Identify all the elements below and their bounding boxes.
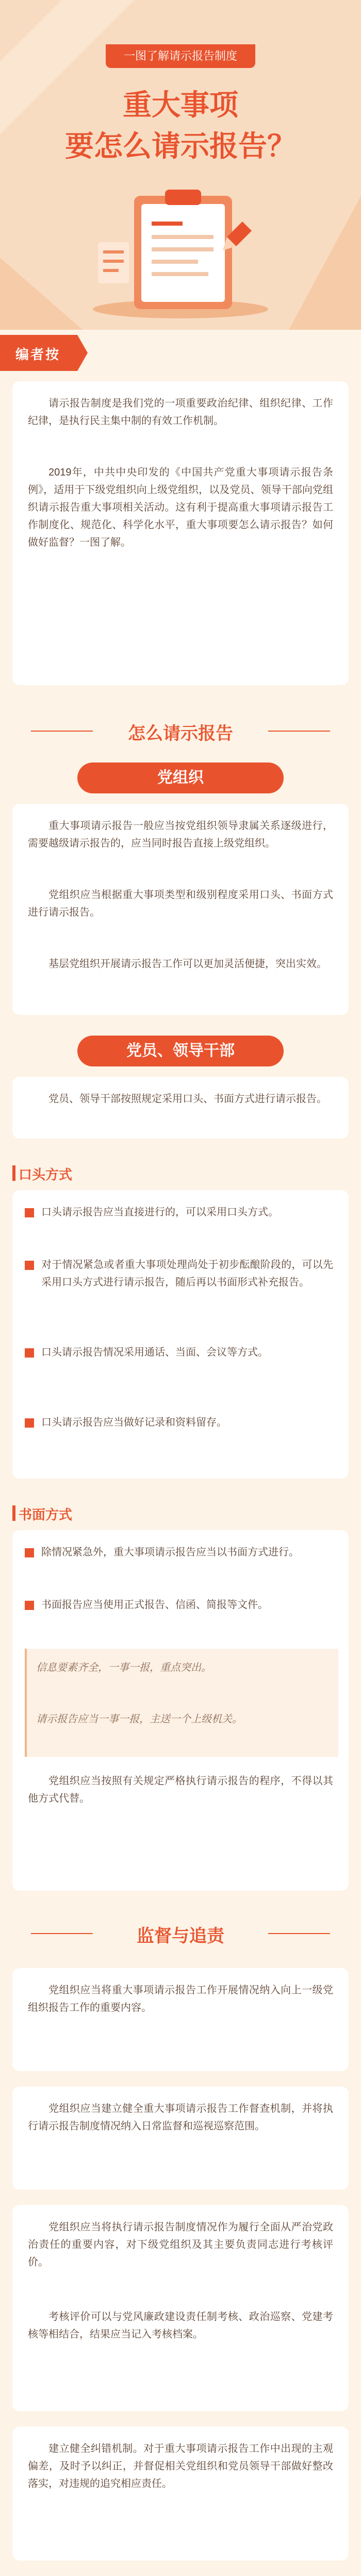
party-org-paragraph-2: 党组织应当根据重大事项类型和级别程度采用口头、书面方式进行请示报告。 <box>28 889 333 918</box>
section2-title: 监督与追责 <box>137 1926 224 1946</box>
oral-paragraph-1: 口头请示报告应当直接进行的，可以采用口头方式。 <box>41 1207 278 1218</box>
cadre-paragraph-1: 党员、领导干部按照规定采用口头、书面方式进行请示报告。 <box>48 1093 327 1105</box>
oral-title: 口头方式 <box>19 1167 73 1182</box>
bullet-square-icon <box>25 1348 34 1358</box>
hero-title-line1: 重大事项 <box>123 89 238 121</box>
supervision-paragraph-4: 考核评价可以与党风廉政建设责任制考核、政治巡察、党建考核等相结合，结果应当记入考核档案。 <box>28 2311 333 2340</box>
oral-paragraph-4: 口头请示报告应当做好记录和资料留存。 <box>41 1417 227 1428</box>
editor-ribbon-label: 编者按 <box>15 347 61 362</box>
bullet-square-icon <box>25 1418 34 1428</box>
bullet-square-icon <box>25 1548 34 1557</box>
written-title-bar <box>12 1505 15 1521</box>
hero-title-line2: 要怎么请示报告？ <box>65 130 296 162</box>
written-paragraph-3: 党组织应当按照有关规定严格执行请示报告的程序，不得以其他方式代替。 <box>28 1775 333 1804</box>
party-org-pill: 党组织 <box>77 762 284 793</box>
party-org-paragraph-3: 基层党组织开展请示报告工作可以更加灵活便捷，突出实效。 <box>48 958 327 970</box>
party-org-paragraph-1: 重大事项请示报告一般应当按党组织领导隶属关系逐级进行，需要越级请示报告的，应当同时报告直接上级党组织。 <box>28 820 333 849</box>
cadre-pill: 党员、领导干部 <box>77 1036 284 1066</box>
oral-title-bar <box>12 1165 15 1181</box>
supervision-paragraph-2: 党组织应当建立健全重大事项请示报告工作督查机制，并将执行请示报告制度情况纳入日常监督和巡视巡察范围。 <box>28 2103 333 2132</box>
bullet-square-icon <box>25 1208 34 1217</box>
written-title: 书面方式 <box>19 1507 73 1522</box>
document-clipboard-icon <box>88 175 273 319</box>
supervision-paragraph-5: 建立健全纠错机制。对于重大事项请示报告工作中出现的主观偏差，及时予以纠正，并督促相关党组织和党员领导干部做好整改落实，对违规的追究相应责任。 <box>28 2443 333 2489</box>
written-paragraph-2: 书面报告应当使用正式报告、信函、简报等文件。 <box>41 1599 268 1611</box>
written-quote-2: 请示报告应当一事一报，主送一个上级机关。 <box>36 1714 242 1725</box>
written-paragraph-1: 除情况紧急外，重大事项请示报告应当以书面方式进行。 <box>41 1547 299 1558</box>
oral-paragraph-2: 对于情况紧急或者重大事项处理尚处于初步酝酿阶段的，可以先采用口头方式进行请示报告，随后再以书面形式补充报告。 <box>41 1259 333 1288</box>
supervision-paragraph-3: 党组织应当将执行请示报告制度情况作为履行全面从严治党政治责任的重要内容，对下级党组织及其主要负责同志进行考核评价。 <box>28 2222 333 2268</box>
oral-paragraph-3: 口头请示报告情况采用通话、当面、会议等方式。 <box>41 1347 268 1358</box>
editor-paragraph-2: 2019年，中共中央印发的《中国共产党重大事项请示报告条例》，适用于下级党组织向上级党组织，以及党员、领导干部向党组织请示报告重大事项相关活动。这有利于提高重大事项请示报告工作制度化、规范化、科学化水平，重大事项要怎么请示报告？如何做好监督？一图了解。 <box>28 467 333 548</box>
supervision-paragraph-1: 党组织应当将重大事项请示报告工作开展情况纳入向上一级党组织报告工作的重要内容。 <box>28 1985 333 2013</box>
oral-card <box>12 1190 349 1479</box>
section1-title: 怎么请示报告 <box>128 724 233 743</box>
bullet-square-icon <box>25 1601 34 1610</box>
written-quote-1: 信息要素齐全，一事一报，重点突出。 <box>36 1662 211 1673</box>
cadre-card <box>12 1077 349 1139</box>
editor-paragraph-1: 请示报告制度是我们党的一项重要政治纪律、组织纪律、工作纪律，是执行民主集中制的有效工作机制。 <box>28 398 333 427</box>
hero-tab: 一图了解请示报告制度 <box>106 44 255 68</box>
bullet-square-icon <box>25 1261 34 1270</box>
